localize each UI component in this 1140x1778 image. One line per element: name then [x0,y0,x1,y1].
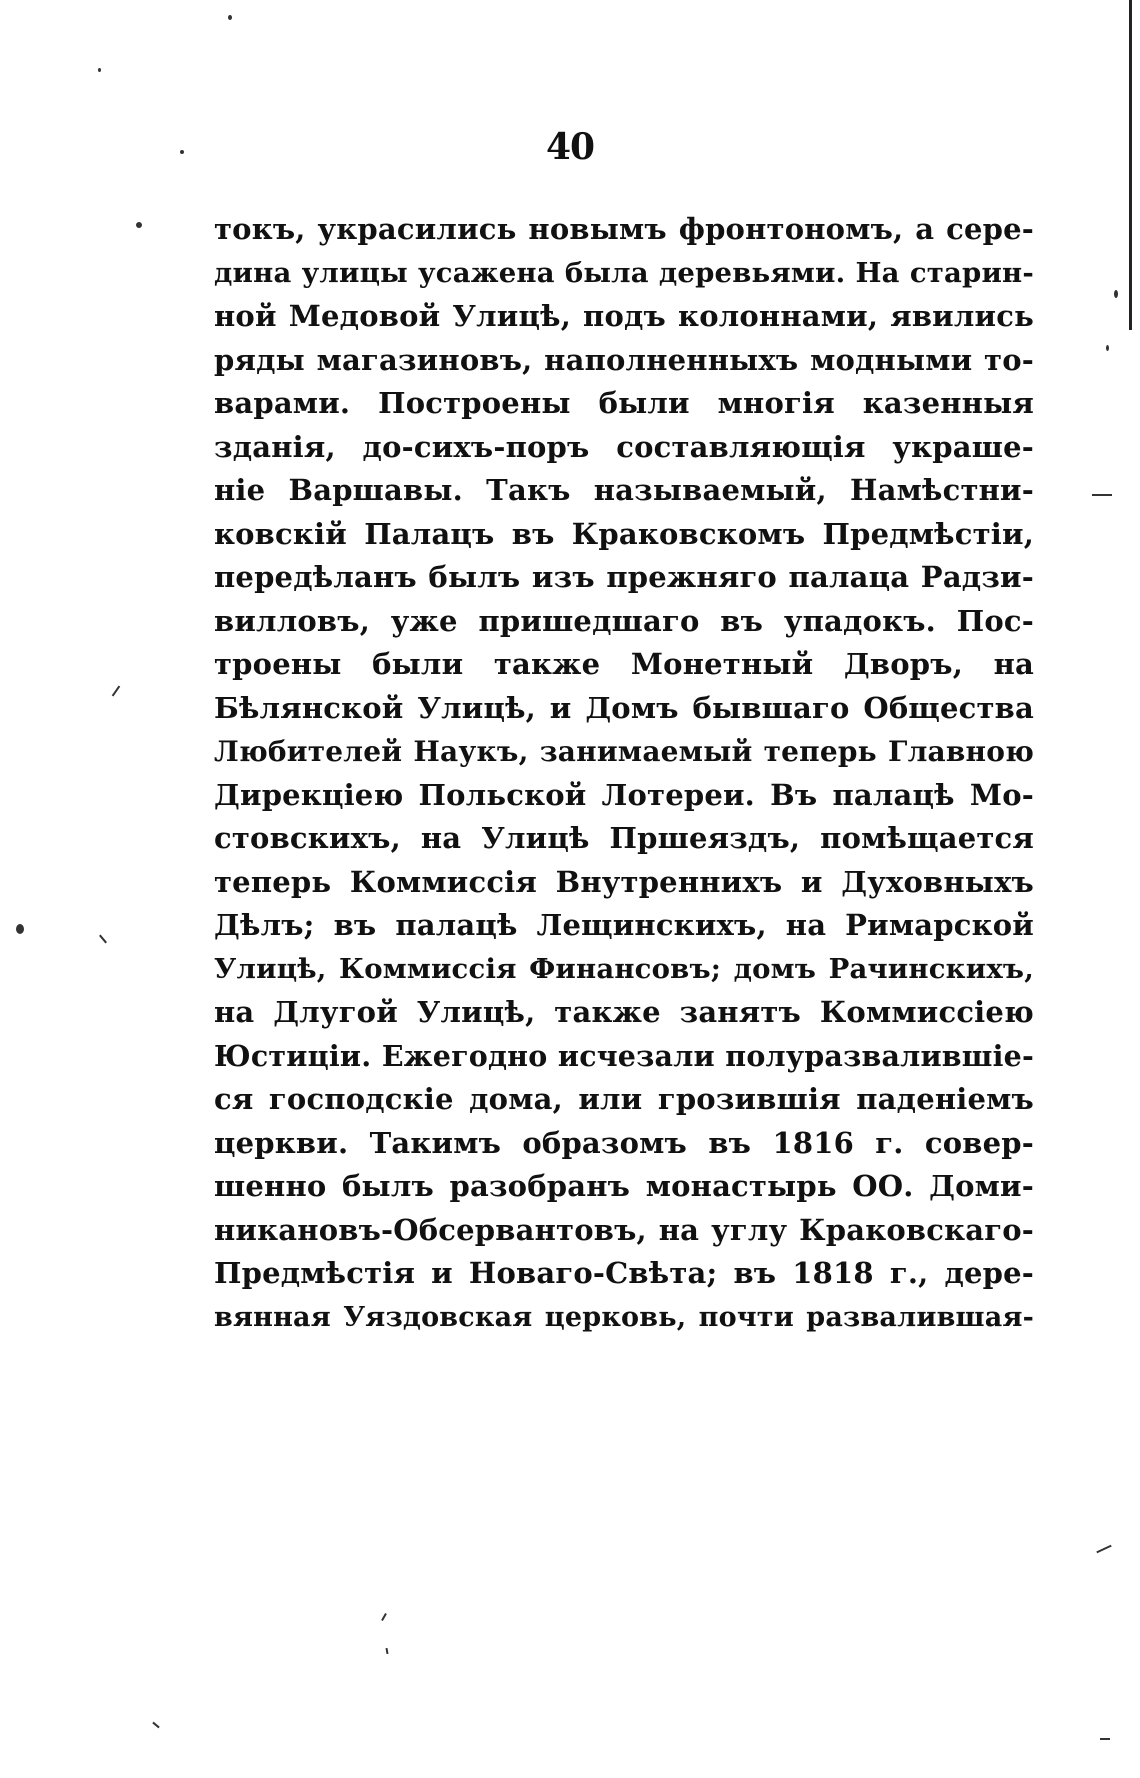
text-line: Дѣлъ; въ палацѣ Лещинскихъ, на Римарской [214,908,1034,942]
text-line: шенно былъ разобранъ монастырь ОО. Доми- [214,1169,1034,1203]
scan-mark [112,686,121,697]
text-line: Предмѣстія и Новаго-Свѣта; въ 1818 г., дере- [214,1256,1034,1290]
text-line: ной Медовой Улицѣ, подъ колоннами, явились [214,299,1034,333]
text-line: передѣланъ былъ изъ прежняго палаца Радзи- [214,560,1034,594]
body-text [214,208,1034,1339]
scan-mark [381,1613,387,1621]
scan-speck [16,924,24,934]
text-line: стовскихъ, на Улицѣ Пршеяздъ, помѣщается [214,821,1034,855]
scan-mark [99,935,107,944]
scan-speck [1114,290,1118,298]
scan-mark [152,1722,159,1729]
scan-speck [228,15,232,20]
text-line: ряды магазиновъ, наполненныхъ модными то- [214,342,1034,377]
scan-mark [1092,494,1112,496]
text-line: токъ, украсились новымъ фронтономъ, а сере- [214,212,1034,246]
text-line: церкви. Такимъ образомъ въ 1816 г. совер- [214,1125,1034,1160]
text-line: варами. Построены были многія казенныя [214,386,1034,420]
text-line: дина улицы усажена была деревьями. На старин- [214,256,1034,289]
scan-speck [98,68,101,72]
text-line: Дирекціею Польской Лотереи. Въ палацѣ Мо- [214,777,1034,812]
text-line: ковскій Палацъ въ Краковскомъ Предмѣстіи, [214,516,1034,551]
text-line: вянная Уяздовская церковь, почти развалившая- [214,1301,1034,1333]
page-number: 40 [545,126,595,168]
text-line: ніе Варшавы. Такъ называемый, Намѣстни- [214,473,1034,507]
text-line: Улицѣ, Коммиссія Финансовъ; домъ Рачинскихъ, [214,952,1034,985]
text-line: ся господскіе дома, или грозившія паденіемъ [214,1082,1034,1116]
text-line: Любителей Наукъ, занимаемый теперь Главною [214,735,1034,768]
text-line: троены были также Монетный Дворъ, на [214,647,1034,681]
text-line: никановъ-Обсервантовъ, на углу Краковскаго- [214,1212,1034,1247]
scan-mark [1096,1545,1111,1554]
text-line: на Длугой Улицѣ, также занятъ Коммиссіею [214,995,1034,1029]
text-line: Бѣлянской Улицѣ, и Домъ бывшаго Общества [214,690,1034,725]
text-line: теперь Коммиссія Внутреннихъ и Духовныхъ [214,864,1034,899]
scan-speck [1106,345,1109,351]
scan-speck [136,222,142,228]
scan-mark [385,1648,388,1654]
text-line: Юстиціи. Ежегодно исчезали полуразвалившіе- [214,1038,1034,1073]
text-line: вилловъ, уже пришедшаго въ упадокъ. Пос- [214,603,1034,638]
text-line: зданія, до-сихъ-поръ составляющія украше- [214,429,1034,464]
scan-mark [1100,1738,1110,1740]
